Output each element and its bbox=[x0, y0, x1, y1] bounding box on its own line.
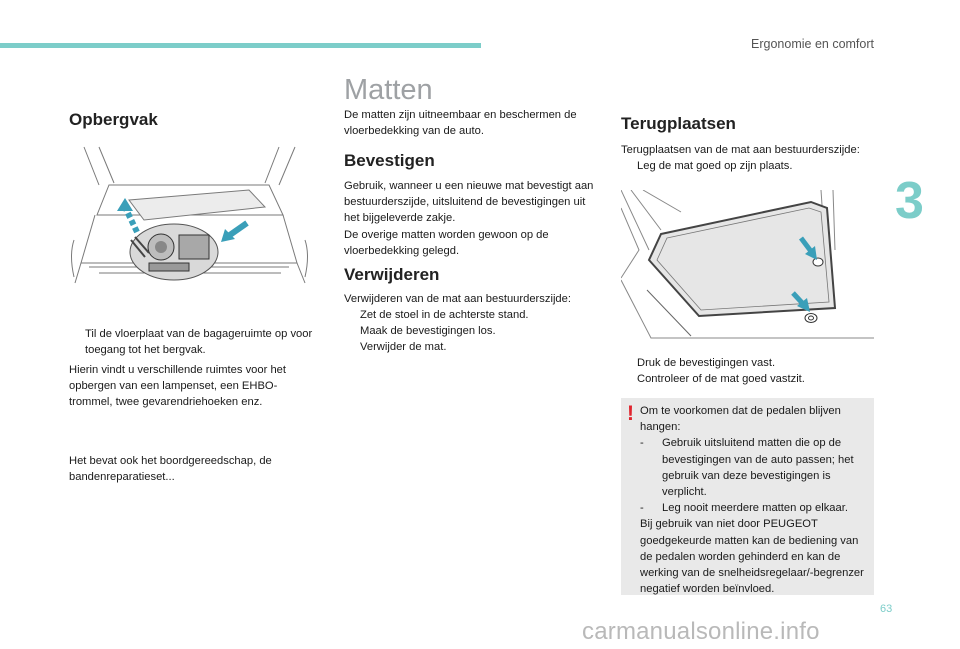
chapter-number: 3 bbox=[895, 172, 924, 230]
opbergvak-bullets bbox=[69, 326, 317, 358]
bevestigen-text: Gebruik, wanneer u een nieuwe mat bevestigt aan bestuurderszijde, uitsluitend de bevestigingen uit het bijgeleverde zakje. De overige matten worden gewoon op de vloerbedekking gelegd. bbox=[344, 180, 594, 257]
warning-closing: Bij gebruik van niet door PEUGEOT goedgekeurde matten kan de bediening van de pedalen worden gehinderd en kan de werking van de snelheidsregelaar/-begrenzer negatief worden beïnvloed. bbox=[640, 518, 864, 596]
terugplaatsen-heading: Terugplaatsen bbox=[621, 114, 736, 133]
matten-intro: De matten zijn uitneembaar en beschermen de vloerbedekking van de auto. bbox=[344, 109, 577, 138]
terugplaatsen-bullets-bottom bbox=[621, 355, 877, 387]
trunk-illustration bbox=[69, 145, 310, 285]
warning-item: - Gebruik uitsluitend matten die op de bevestigingen van de auto passen; het gebruik van deze bevestigingen is verplicht. bbox=[640, 437, 854, 499]
verwijderen-heading: Verwijderen bbox=[344, 265, 440, 284]
list-item: Verwijder de mat. bbox=[360, 341, 447, 354]
list-item: Druk de bevestigingen vast. bbox=[637, 357, 776, 369]
page-number: 63 bbox=[880, 603, 893, 615]
warning-icon: ! bbox=[627, 402, 634, 425]
list-item: Maak de bevestigingen los. bbox=[360, 325, 496, 338]
terugplaatsen-bullets-top bbox=[621, 158, 877, 174]
verwijderen-bullets bbox=[344, 307, 600, 356]
watermark: carmanualsonline.info bbox=[582, 618, 820, 645]
section-title: Ergonomie en comfort bbox=[751, 37, 874, 51]
warning-box bbox=[621, 398, 874, 595]
list-item: Controleer of de mat goed vastzit. bbox=[637, 373, 805, 386]
list-item: Til de vloerplaat van de bagageruimte op voor toegang tot het bergvak. bbox=[85, 328, 313, 357]
warning-item: - Leg nooit meerdere matten op elkaar. bbox=[640, 502, 848, 515]
matten-title: Matten bbox=[344, 74, 433, 106]
terugplaatsen-intro: Terugplaatsen van de mat aan bestuurderszijde: bbox=[621, 144, 860, 156]
list-item: Zet de stoel in de achterste stand. bbox=[360, 309, 529, 321]
header-accent-bar bbox=[0, 43, 481, 48]
bevestigen-heading: Bevestigen bbox=[344, 151, 435, 170]
opbergvak-heading: Opbergvak bbox=[69, 110, 158, 129]
opbergvak-paragraph-1: Hierin vindt u verschillende ruimtes voor het opbergen van een lampenset, een EHBO-trommel, twee gevarendriehoeken enz. bbox=[69, 364, 287, 409]
warning-text bbox=[640, 403, 868, 597]
warning-intro: Om te voorkomen dat de pedalen blijven hangen: bbox=[640, 405, 841, 434]
verwijderen-intro: Verwijderen van de mat aan bestuurderszijde: bbox=[344, 293, 571, 305]
list-item: Leg de mat goed op zijn plaats. bbox=[637, 160, 793, 172]
opbergvak-paragraph-2: Het bevat ook het boordgereedschap, de bandenreparatieset... bbox=[69, 455, 272, 484]
floor-mat-illustration bbox=[621, 190, 874, 340]
